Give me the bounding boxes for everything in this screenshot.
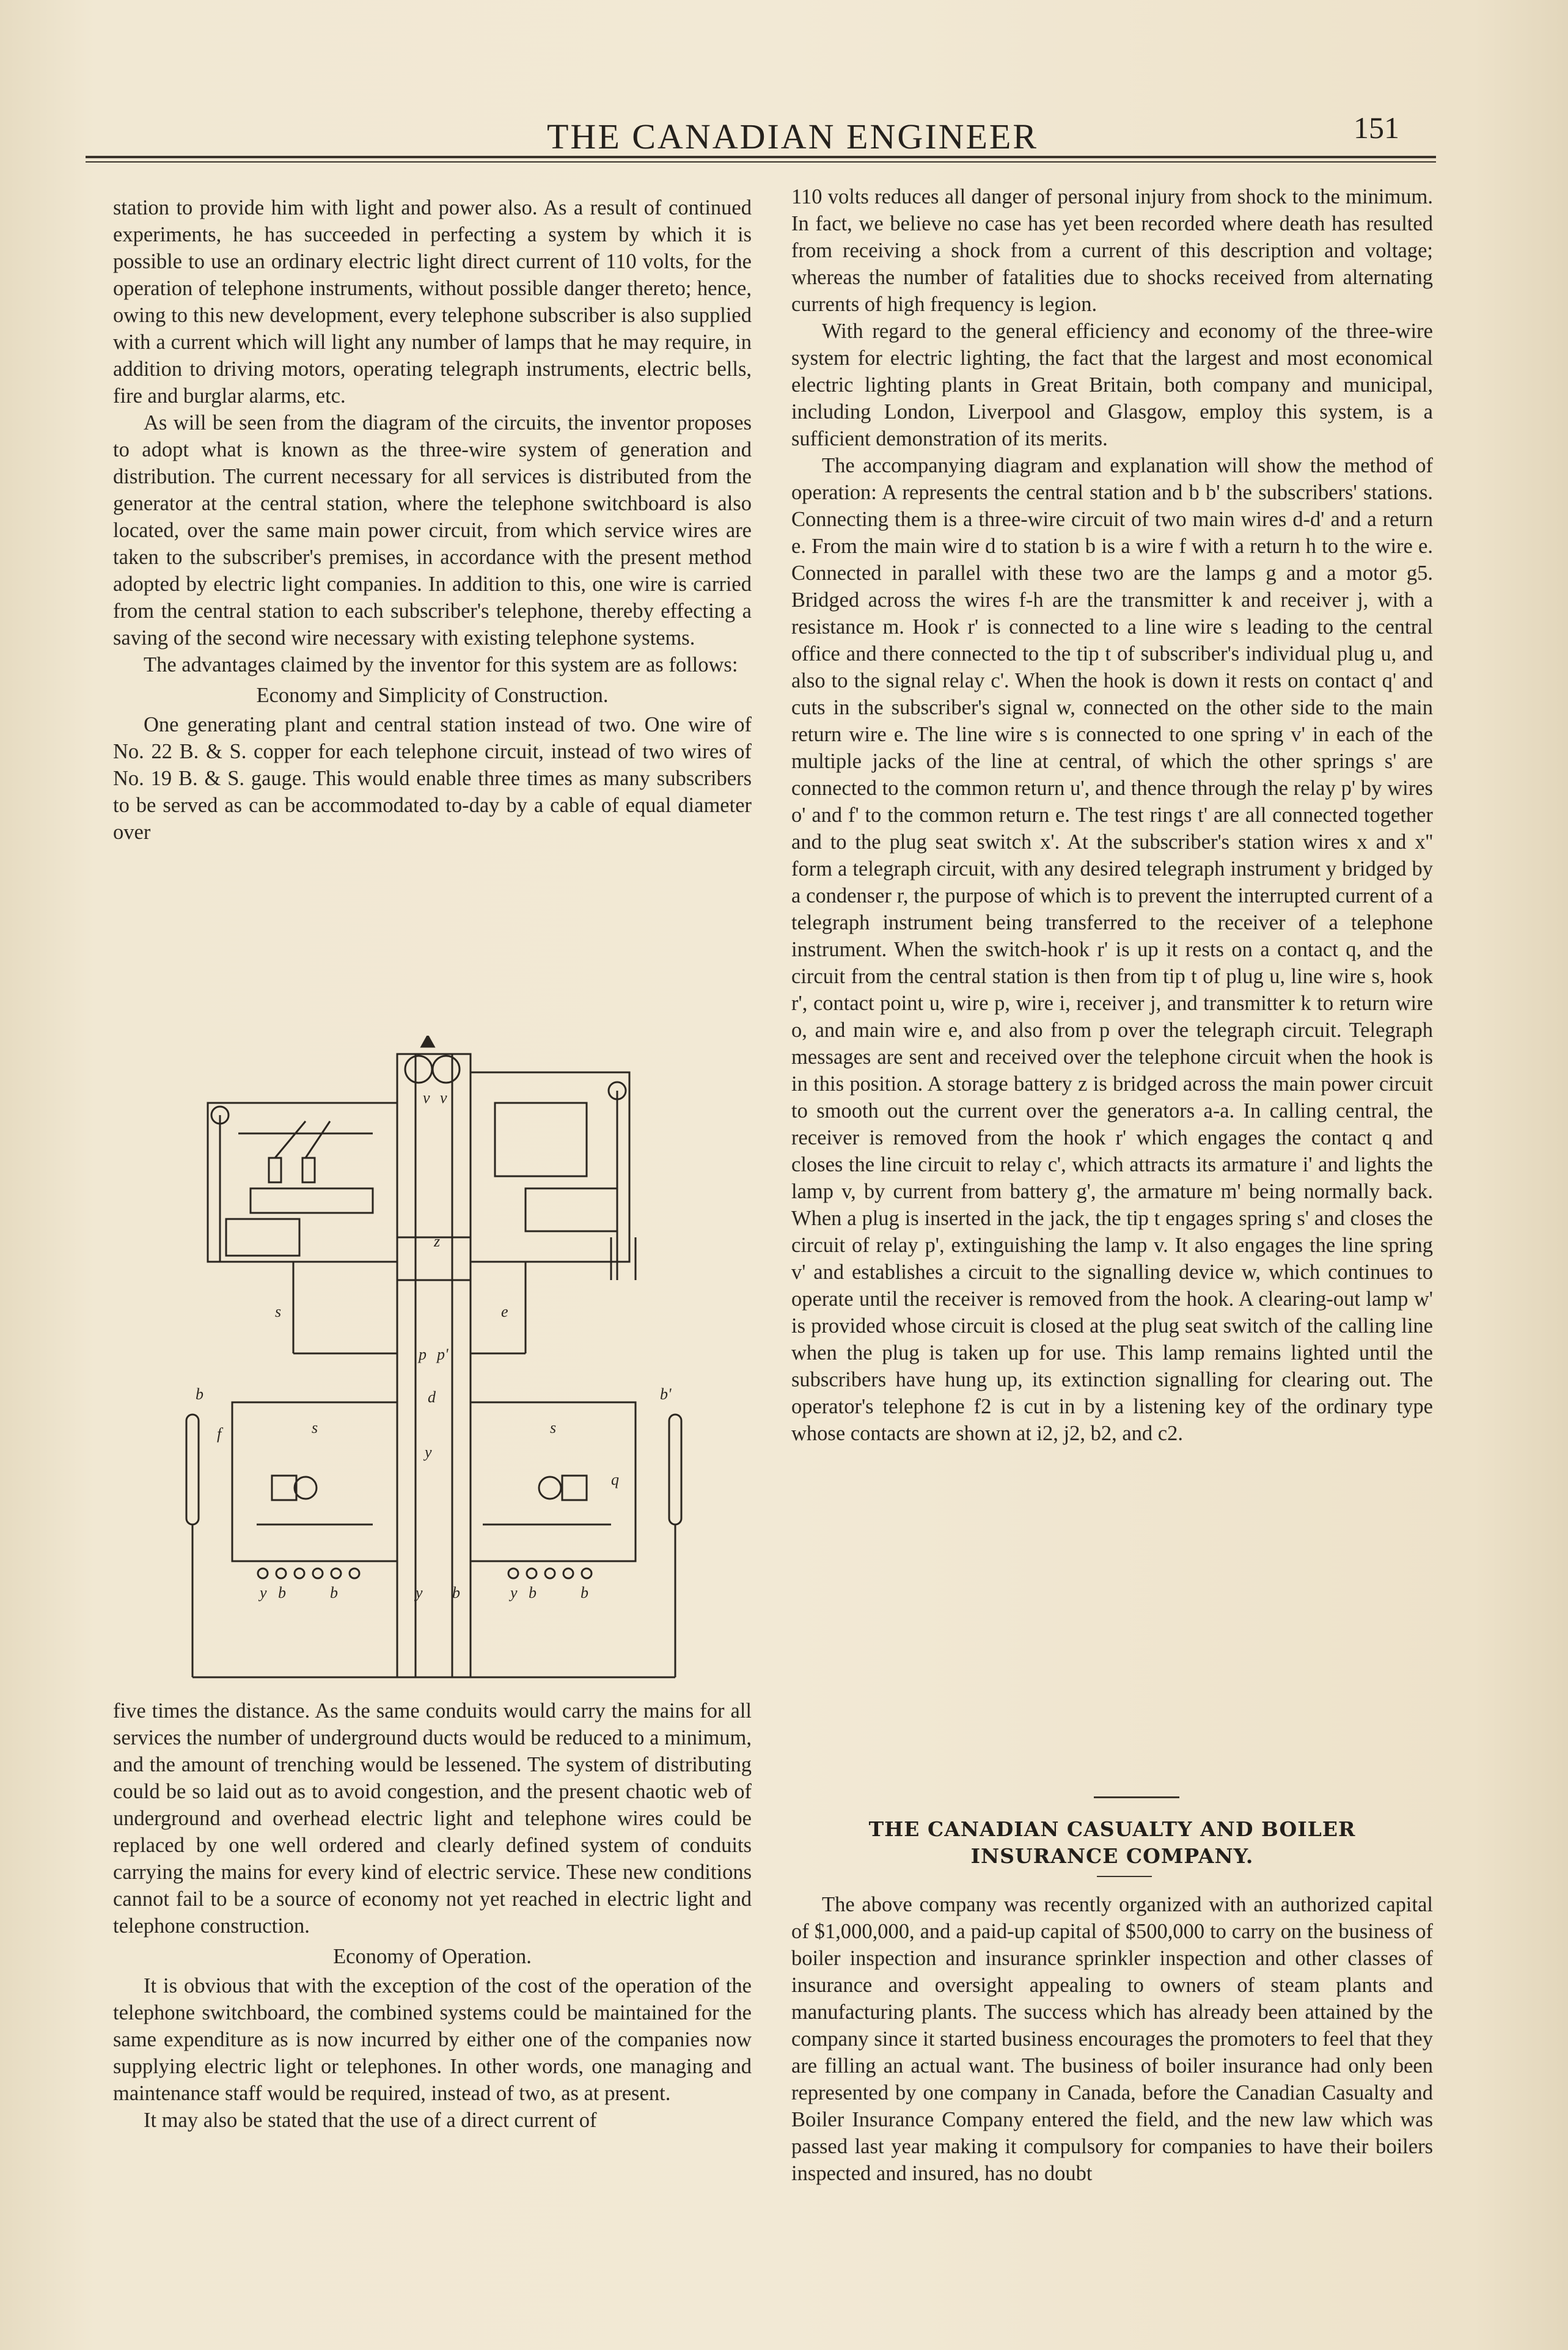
diagram-label: p': [437, 1345, 449, 1363]
diagram-label: y: [416, 1584, 423, 1601]
generator-icon: [433, 1056, 460, 1083]
diagram-label: y: [510, 1584, 518, 1601]
paragraph: It may also be stated that the use of a direct current of: [144, 2109, 597, 2132]
article-heading: [791, 1816, 1433, 1870]
right-column-top: [791, 183, 1433, 1447]
header-rule-thin: [86, 161, 1436, 163]
diagram-label: s: [550, 1419, 557, 1437]
diagram-label: v: [440, 1089, 447, 1107]
diagram-label: p: [419, 1345, 427, 1363]
diagram-label: y: [260, 1584, 267, 1601]
circuit-diagram: [183, 1036, 684, 1683]
generator-icon: [405, 1056, 432, 1083]
diagram-label: d: [428, 1388, 436, 1406]
diagram-label: b: [196, 1385, 203, 1403]
subheading: Economy and Simplicity of Construction.: [256, 684, 609, 707]
heading-rule: [1097, 1876, 1152, 1877]
diagram-label: v: [423, 1089, 430, 1107]
right-column-bottom: [791, 1891, 1433, 2187]
paragraph: five times the distance. As the same conduits would carry the mains for all services the number of underground ducts would be reduced to a minimum, and the amount of trenching would be lessened. The system of distributing could be so laid out as to avoid congestion, and the present chaotic web of underground and overhead electric light and telephone wires could be replaced by one well ordered and clearly defined system of conduits carrying the mains for every kind of electric service. These new conditions cannot fail to be a source of economy not yet reached in electric light and telephone construction.: [113, 1699, 752, 1938]
left-column-bottom: [113, 1697, 752, 2134]
diagram-label: b: [529, 1584, 537, 1601]
subheading: Economy of Operation.: [333, 1945, 532, 1968]
paragraph: The accompanying diagram and explanation will show the method of operation: A represents the central station and b b' the subscribers' stations. Connecting them is a three-wire circuit of two main wires d-d' and a return e. From the main wire d to station b is a wire f with a return h to the wire e. Connected in parallel with these two are the lamps g and a motor g5. Bridged across the wires f-h are the transmitter k and receiver j, with a resistance m. Hook r' is connected to a line wire s leading to the central office and there connected to the tip t of subscriber's individual plug u, and also to the signal relay c'. When the hook is down it rests on contact q' and cuts in the subscriber's signal w, connected on the other side to the main return wire e. The line wire s is connected to one spring v' in each of the multiple jacks of the line at central, of which the other springs s' are connected to the common return u', and thence through the relay p' by wires o' and f' to the common return e. The test rings t' are all connected together and to the plug seat switch x'. At the subscriber's station wires x and x'' form a telegraph circuit, with any desired telegraph instrument y bridged by a condenser r, the purpose of which is to prevent the interrupted current of a telegraph instrument being transferred to the receiver of a telephone instrument. When the switch-hook r' is up it rests on a contact q, and the circuit from the central station is then from tip t of plug u, line wire s, hook r', contact point u, wire p, wire i, receiver j, and transmitter k to return wire o, and main wire e, and also from p over the telegraph circuit. Telegraph messages are sent and received over the telephone circuit when the hook is in this position. A storage battery z is bridged across the main power circuit to smooth out the current over the generators a-a. In calling central, the receiver is removed from the hook r' which engages the contact q and closes the line circuit to relay c', which attracts its armature i' and lights the lamp v, by current from battery g', the armature m' being normally back. When a plug is inserted in the jack, the tip t engages spring s' and closes the circuit of relay p', extinguishing the lamp v. It also engages the line spring v' and establishes a circuit to the signalling device w, which continues to operate until the receiver is removed from the hook. A clearing-out lamp w' is provided whose circuit is closed at the plug seat switch of the calling line when the plug is taken up for use. This lamp remains lighted until the subscribers have hung up, its extinction signalling for clearing out. The operator's telephone f2 is cut in by a listening key of the ordinary type whose contacts are shown at i2, j2, b2, and c2.: [791, 454, 1433, 1445]
article-heading-line: INSURANCE COMPANY.: [970, 1844, 1254, 1868]
page-number: 151: [1354, 111, 1399, 145]
diagram-label: q: [611, 1471, 619, 1488]
paragraph: 110 volts reduces all danger of personal injury from shock to the minimum. In fact, we believe no case has yet been recorded where death has resulted from receiving a shock from a current of this description and voltage; whereas the number of fatalities due to shocks received from alternating currents of high frequency is legion.: [791, 185, 1433, 316]
telephone-transmitter-icon: [539, 1477, 561, 1499]
diagram-label: e: [501, 1303, 508, 1320]
paragraph: With regard to the general efficiency and economy of the three-wire system for electric lighting, the fact that the largest and most economical electric lighting plants in Great Britain, both company and municipal, including London, Liverpool and Glasgow, employ this system, is a sufficient demonstration of its merits.: [791, 320, 1433, 450]
diagram-label: s: [275, 1303, 282, 1320]
diagram-label: s: [312, 1419, 318, 1437]
diagram-label: b': [660, 1385, 672, 1403]
paragraph: As will be seen from the diagram of the circuits, the inventor proposes to adopt what is known as the three-wire system of generation and distribution. The current necessary for all services is distributed from the generator at the central station, where the telephone switchboard is also located, over the same main power circuit, from which service wires are taken to the subscriber's premises, in accordance with the present method adopted by electric light companies. In addition to this, one wire is carried from the central station to each subscriber's telephone, thereby effecting a saving of the second wire necessary with existing telephone systems.: [113, 411, 752, 650]
journal-title: THE CANADIAN ENGINEER: [547, 117, 1039, 156]
diagram-label: b: [581, 1584, 588, 1601]
paragraph: The above company was recently organized with an authorized capital of $1,000,000, and a paid-up capital of $500,000 to carry on the business of boiler inspection and insurance sprinkler inspection and other classes of insurance and oversight appealing to owners of steam plants and manufacturing plants. The success which has already been attained by the company since it started business encourages the promoters to feel that they are filling an actual want. The business of boiler insurance had only been represented by one company in Canada, before the Canadian Casualty and Boiler Insurance Company entered the field, and the new law which was passed last year making it compulsory for companies to have their boilers inspected and insured, has no doubt: [791, 1893, 1433, 2185]
diagram-label: f: [217, 1425, 222, 1443]
header-rule: [86, 156, 1436, 158]
left-column-top: [113, 194, 752, 846]
paragraph: The advantages claimed by the inventor for this system are as follows:: [144, 653, 738, 676]
paragraph: station to provide him with light and power also. As a result of continued experiments, he has succeeded in perfecting a system by which it is possible to use an ordinary electric light direct current of 110 volts, for the operation of telephone instruments, without possible danger thereto; hence, owing to this new development, every telephone subscriber is also supplied with a current which will light any number of lamps that he may require, in addition to driving motors, operating telegraph instruments, electric bells, fire and burglar alarms, etc.: [113, 196, 752, 408]
article-heading-line: THE CANADIAN CASUALTY AND BOILER: [868, 1817, 1356, 1841]
terminal-row: [258, 1568, 592, 1578]
diagram-label: z: [434, 1232, 441, 1250]
paragraph: One generating plant and central station instead of two. One wire of No. 22 B. & S. copper for each telephone circuit, instead of two wires of No. 19 B. & S. gauge. This would enable three times as many subscribers to be served as can be accommodated to-day by a cable of equal diameter over: [113, 713, 752, 844]
running-head: [86, 92, 1436, 159]
paragraph: It is obvious that with the exception of the cost of the operation of the telephone switchboard, the combined systems could be maintained for the same expenditure as is now incurred by either one of the companies now supplying electric light or telephones. In other words, one managing and maintenance staff would be required, instead of two, as at present.: [113, 1974, 752, 2105]
diagram-label: b: [278, 1584, 286, 1601]
telephone-transmitter-icon: [295, 1477, 317, 1499]
diagram-label: b: [330, 1584, 338, 1601]
article-separator: [1094, 1796, 1179, 1798]
diagram-label: b: [452, 1584, 460, 1601]
diagram-label: y: [425, 1443, 432, 1461]
